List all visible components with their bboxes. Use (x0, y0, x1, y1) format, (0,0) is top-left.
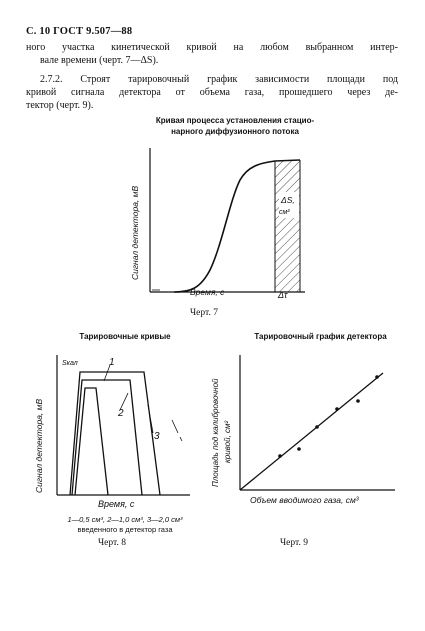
figure-7-x-axis-label: Время, с (190, 287, 225, 297)
figure-7-title-line-2: нарного диффузионного потока (171, 127, 299, 136)
figure-9-x-axis-label: Объем вводимого газа, см³ (250, 495, 359, 505)
data-point (375, 375, 379, 379)
figure-7-label: Черт. 7 (190, 308, 218, 318)
curve-3-leader (148, 405, 153, 433)
figure-8-x-axis-label: Время, с (98, 499, 135, 509)
page-header: С. 10 ГОСТ 9.507—88 (26, 26, 133, 37)
calibration-curve-3 (70, 372, 160, 495)
figure-9-y-axis-label-line-2: кривой, см² (223, 420, 232, 463)
figure-8-y-axis-label: Сигнал детектора, мВ (34, 398, 44, 493)
figure-7-title-line-1: Кривая процесса установления стацио- (155, 116, 315, 125)
data-point (278, 454, 282, 458)
figure-8-caption (40, 515, 210, 535)
figure-9-title: Тарировочный график детектора (254, 332, 387, 341)
data-point (315, 425, 319, 429)
curve-label-3: 3 (154, 431, 160, 442)
paragraph-2-line-2: кривой сигнала детектора от объема газа, прошедшего через де- (26, 87, 398, 98)
figure-7-title (120, 115, 350, 137)
paragraph-2-line-3: тектор (черт. 9). (26, 100, 94, 111)
figure-8-chart (20, 345, 200, 520)
figure-8-label: Черт. 8 (98, 538, 126, 548)
figure-8-caption-line-1: 1—0,5 см³, 2—1,0 см³, 3—2,0 см³ (67, 515, 183, 524)
data-point (297, 447, 301, 451)
delta-s-label: ΔS, (281, 195, 295, 205)
figure-7-chart (100, 140, 340, 310)
figure-8-corner-label: Sкал (62, 360, 78, 367)
figure-9-label: Черт. 9 (280, 538, 308, 548)
curve-label-1: 1 (109, 357, 115, 368)
figure-8-caption-line-2: введенного в детектор газа (77, 525, 173, 534)
delta-s-unit: см² (279, 209, 290, 216)
regression-line (240, 373, 383, 490)
paragraph-1-line-2: вале времени (черт. 7—ΔS). (40, 55, 159, 66)
delta-t-label: Δτ (278, 290, 288, 300)
data-point (356, 399, 360, 403)
paragraph-1-line-1: ного участка кинетической кривой на любом выбранном интер- (26, 42, 398, 53)
data-point (335, 407, 339, 411)
figure-8-scan-mark (172, 420, 182, 441)
calibration-curve-2 (72, 380, 142, 495)
curve-label-2: 2 (118, 408, 124, 419)
figure-9-chart (205, 345, 410, 520)
delta-s-hatched-area (275, 160, 300, 292)
figure-7-y-axis-label: Сигнал детектора, мВ (130, 185, 140, 280)
figure-9-y-axis-label-line-1: Площадь под калибровочной (211, 378, 220, 487)
figure-8-title: Тарировочные кривые (79, 332, 171, 341)
paragraph-2-line-1: 2.7.2. Строят тарировочный график зависимости площади под (40, 74, 398, 85)
